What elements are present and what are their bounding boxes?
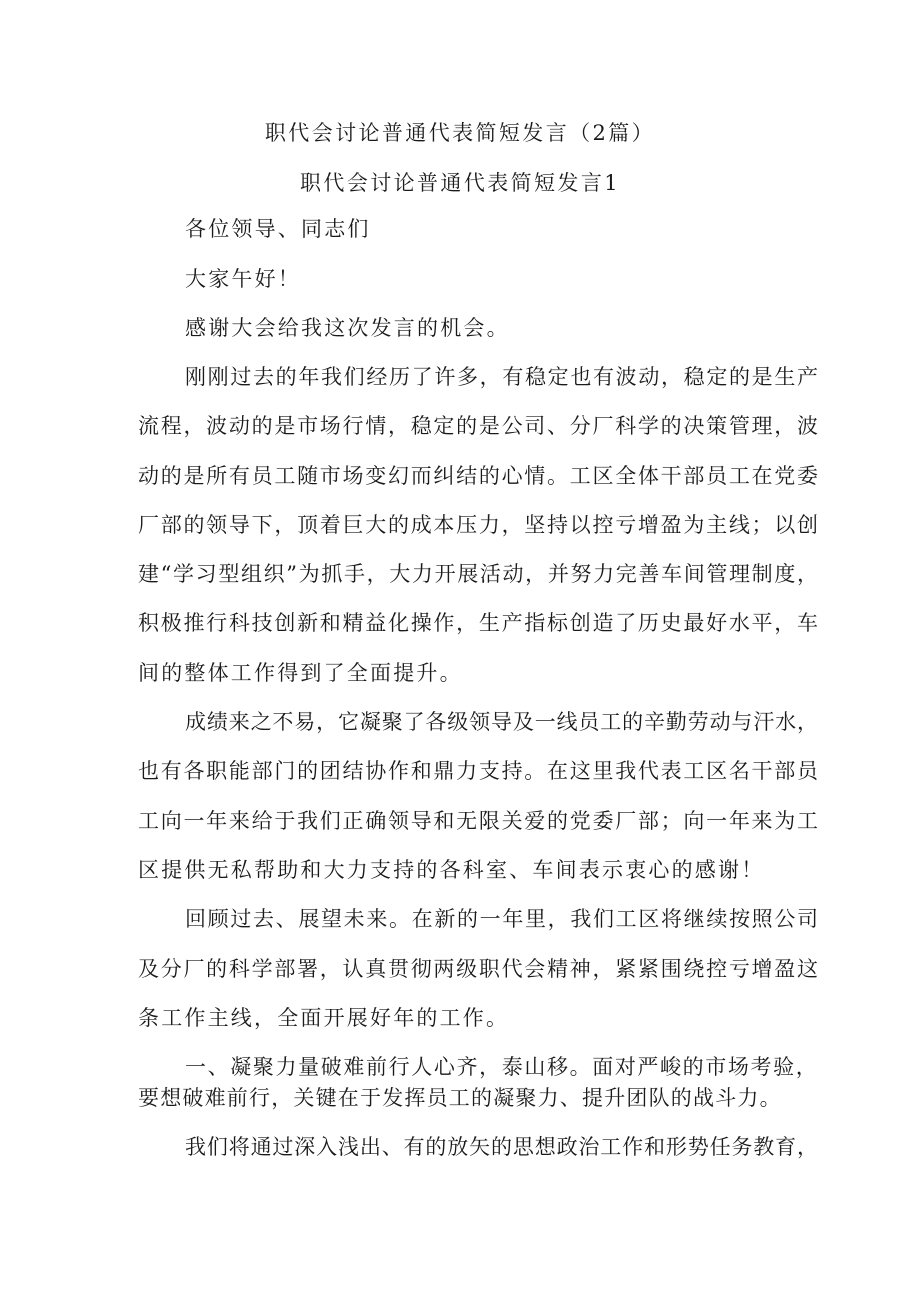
greeting: 大家午好！ — [185, 267, 301, 291]
thanks-line: 感谢大会给我这次发言的机会。 — [185, 316, 510, 340]
paragraph-line: 刚刚过去的年我们经历了许多，有稳定也有波动，稳定的是生产 — [185, 365, 818, 389]
paragraph-line: 我们将通过深入浅出、有的放矢的思想政治工作和形势任务教育， — [185, 1135, 818, 1159]
paragraph-line: 厂部的领导下，顶着巨大的成本压力，坚持以控亏增盈为主线；以创 — [138, 513, 818, 537]
paragraph-line: 建“学习型组织”为抓手，大力开展活动，并努力完善车间管理制度， — [138, 562, 818, 586]
paragraph-line: 要想破难前行，关键在于发挥员工的凝聚力、提升团队的战斗力。 — [138, 1086, 782, 1110]
document-subtitle: 职代会讨论普通代表简短发言1 — [300, 171, 620, 195]
paragraph-line: 流程，波动的是市场行情，稳定的是公司、分厂科学的决策管理，波 — [138, 414, 818, 438]
paragraph-line: 也有各职能部门的团结协作和鼎力支持。在这里我代表工区名干部员 — [138, 759, 818, 783]
paragraph-line: 及分厂的科学部署，认真贯彻两级职代会精神，紧紧围绕控亏增盈这 — [138, 957, 818, 981]
paragraph-line: 条工作主线，全面开展好年的工作。 — [138, 1006, 510, 1030]
paragraph-line: 成绩来之不易，它凝聚了各级领导及一线员工的辛勤劳动与汗水， — [185, 710, 818, 734]
paragraph-line: 积极推行科技创新和精益化操作，生产指标创造了历史最好水平，车 — [138, 611, 818, 635]
paragraph-line: 回顾过去、展望未来。在新的一年里，我们工区将继续按照公司 — [185, 907, 818, 931]
salutation: 各位领导、同志们 — [185, 217, 371, 241]
paragraph-line: 区提供无私帮助和大力支持的各科室、车间表示衷心的感谢！ — [138, 858, 765, 882]
paragraph-line: 间的整体工作得到了全面提升。 — [138, 661, 463, 685]
paragraph-line: 动的是所有员工随市场变幻而纠结的心情。工区全体干部员工在党委 — [138, 464, 818, 488]
paragraph-line: 工向一年来给于我们正确领导和无限关爱的党委厂部；向一年来为工 — [138, 809, 818, 833]
document-title: 职代会讨论普通代表简短发言（2篇） — [264, 121, 656, 145]
paragraph-line: 一、凝聚力量破难前行人心齐，泰山移。面对严峻的市场考验， — [185, 1055, 818, 1079]
